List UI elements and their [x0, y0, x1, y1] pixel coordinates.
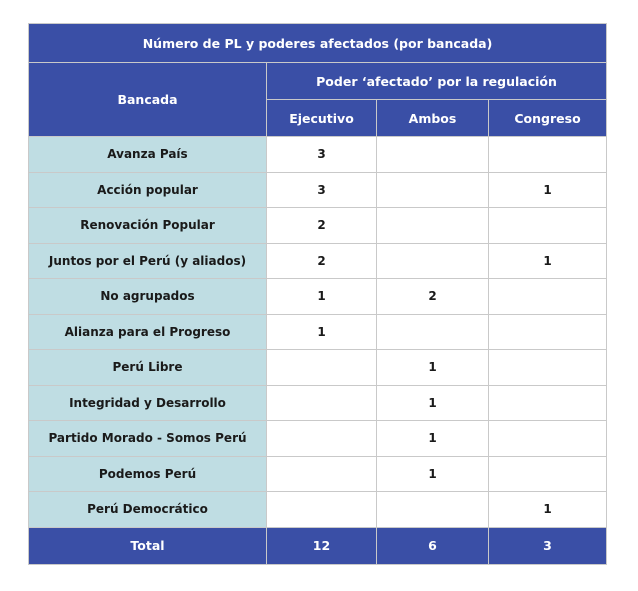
table-row [29, 208, 607, 244]
table-row [29, 350, 607, 386]
table-row [29, 172, 607, 208]
value-cell-ejecutivo [267, 421, 377, 457]
value-cell-congreso [489, 208, 607, 244]
bancada-cell: Perú Democrático [29, 492, 267, 528]
table-row [29, 385, 607, 421]
value-cell-ambos: 1 [377, 385, 489, 421]
bancada-cell: Renovación Popular [29, 208, 267, 244]
value-cell-ambos: 1 [377, 421, 489, 457]
total-congreso: 3 [489, 527, 607, 564]
value-cell-ejecutivo: 1 [267, 279, 377, 315]
poder-group-header: Poder ‘afectado’ por la regulación [267, 63, 607, 100]
table-row [29, 314, 607, 350]
value-cell-ambos [377, 492, 489, 528]
value-cell-ejecutivo: 3 [267, 137, 377, 173]
table-row [29, 492, 607, 528]
table-row [29, 421, 607, 457]
value-cell-ejecutivo [267, 350, 377, 386]
table-title: Número de PL y poderes afectados (por bancada) [29, 24, 607, 63]
value-cell-ambos [377, 314, 489, 350]
table-row [29, 456, 607, 492]
bancada-cell: Integridad y Desarrollo [29, 385, 267, 421]
value-cell-ejecutivo [267, 456, 377, 492]
value-cell-ambos [377, 137, 489, 173]
value-cell-ejecutivo: 3 [267, 172, 377, 208]
value-cell-ejecutivo [267, 492, 377, 528]
value-cell-congreso [489, 421, 607, 457]
bancada-cell: Alianza para el Progreso [29, 314, 267, 350]
value-cell-congreso: 1 [489, 172, 607, 208]
bancada-cell: Juntos por el Perú (y aliados) [29, 243, 267, 279]
bancada-cell: Podemos Perú [29, 456, 267, 492]
total-row [29, 527, 607, 564]
table-row [29, 279, 607, 315]
value-cell-ambos: 1 [377, 350, 489, 386]
bancada-cell: Perú Libre [29, 350, 267, 386]
total-ambos: 6 [377, 527, 489, 564]
value-cell-congreso [489, 350, 607, 386]
value-cell-ejecutivo: 2 [267, 208, 377, 244]
value-cell-congreso: 1 [489, 492, 607, 528]
bancada-cell: No agrupados [29, 279, 267, 315]
value-cell-congreso [489, 385, 607, 421]
total-label: Total [29, 527, 267, 564]
value-cell-congreso: 1 [489, 243, 607, 279]
value-cell-congreso [489, 279, 607, 315]
data-table [28, 23, 607, 565]
value-cell-ambos: 2 [377, 279, 489, 315]
total-ejecutivo: 12 [267, 527, 377, 564]
bancada-cell: Partido Morado - Somos Perú [29, 421, 267, 457]
column-header-ambos: Ambos [377, 100, 489, 137]
value-cell-ejecutivo: 1 [267, 314, 377, 350]
column-header-ejecutivo: Ejecutivo [267, 100, 377, 137]
value-cell-ambos [377, 172, 489, 208]
value-cell-ejecutivo [267, 385, 377, 421]
value-cell-ambos [377, 243, 489, 279]
bancada-cell: Avanza País [29, 137, 267, 173]
bancada-header: Bancada [29, 63, 267, 137]
value-cell-ambos: 1 [377, 456, 489, 492]
table-body [29, 137, 607, 528]
value-cell-congreso [489, 314, 607, 350]
bancada-cell: Acción popular [29, 172, 267, 208]
column-header-congreso: Congreso [489, 100, 607, 137]
table-row [29, 137, 607, 173]
value-cell-congreso [489, 456, 607, 492]
value-cell-ejecutivo: 2 [267, 243, 377, 279]
table-row [29, 243, 607, 279]
value-cell-congreso [489, 137, 607, 173]
value-cell-ambos [377, 208, 489, 244]
